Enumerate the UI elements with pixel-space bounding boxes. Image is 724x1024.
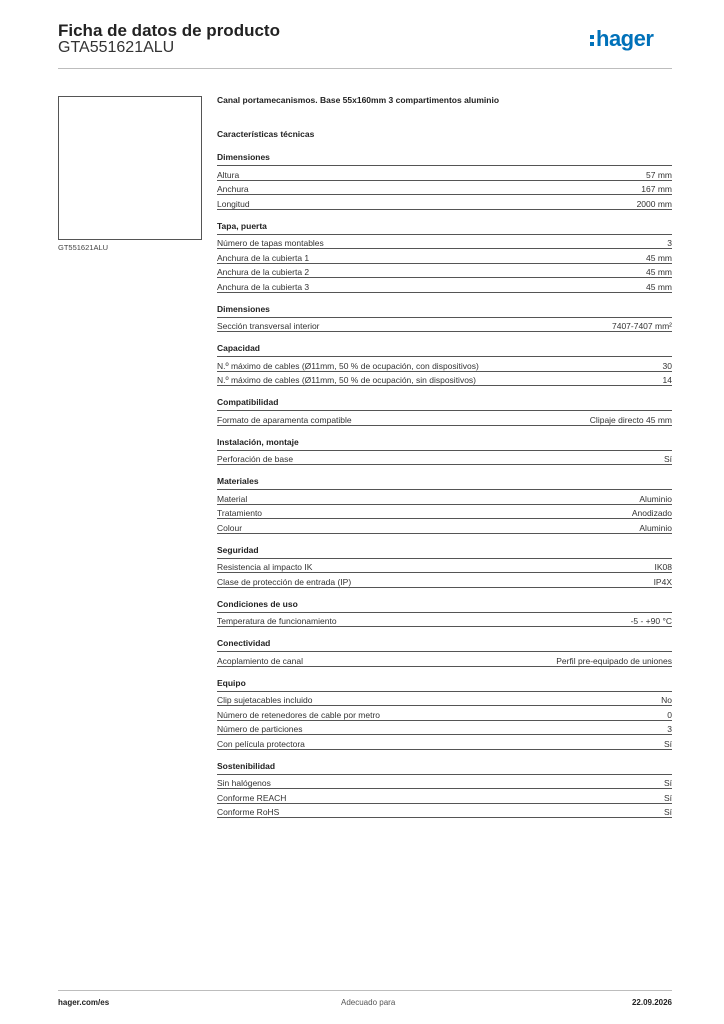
spec-row — [217, 775, 672, 790]
spec-row — [217, 519, 672, 534]
spec-sections — [217, 152, 672, 818]
spec-value: 57 mm — [646, 169, 672, 180]
spec-section — [217, 437, 672, 466]
spec-label: Conforme REACH — [217, 792, 287, 803]
spec-value: Sí — [663, 778, 672, 788]
spec-value: Clipaje directo 45 mm — [589, 414, 672, 425]
spec-value: 45 mm — [646, 281, 672, 292]
spec-content — [217, 95, 672, 818]
spec-section — [217, 678, 672, 750]
spec-section — [217, 152, 672, 210]
section-title: Capacidad — [217, 343, 672, 357]
spec-row — [217, 706, 672, 721]
spec-label: Acoplamiento de canal — [217, 655, 304, 666]
spec-label: N.º máximo de cables (Ø11mm, 50 % de ocupación, sin dispositivos) — [217, 375, 477, 385]
spec-section — [217, 638, 672, 667]
spec-label: Material — [217, 493, 248, 504]
spec-value: Aluminio — [639, 493, 672, 504]
spec-value: IK08 — [654, 562, 672, 572]
image-caption: GT551621ALU — [58, 243, 109, 252]
spec-value: No — [661, 695, 672, 705]
section-title: Materiales — [217, 476, 672, 490]
spec-label: Perforación de base — [217, 454, 294, 464]
spec-row — [217, 490, 672, 505]
spec-section — [217, 397, 672, 426]
spec-section — [217, 545, 672, 588]
section-title: Dimensiones — [217, 152, 672, 166]
spec-value: 45 mm — [646, 267, 672, 277]
page-title: Ficha de datos de producto — [58, 21, 280, 40]
spec-row — [217, 372, 672, 387]
spec-section — [217, 761, 672, 819]
footer-divider — [58, 990, 672, 991]
product-image-placeholder — [58, 96, 202, 240]
spec-row — [217, 804, 672, 819]
spec-row — [217, 451, 672, 466]
spec-label: Clase de protección de entrada (IP) — [217, 576, 352, 587]
hager-logo — [590, 28, 653, 50]
section-title: Condiciones de uso — [217, 599, 672, 613]
spec-value: 14 — [662, 375, 672, 385]
spec-row — [217, 195, 672, 210]
spec-section — [217, 343, 672, 386]
spec-value: 167 mm — [641, 184, 672, 194]
product-reference: GTA551621ALU — [58, 39, 175, 56]
spec-section — [217, 599, 672, 628]
spec-value: 2000 mm — [636, 198, 672, 209]
spec-row — [217, 692, 672, 707]
spec-row — [217, 411, 672, 426]
spec-value: 30 — [662, 360, 672, 371]
section-title: Sostenibilidad — [217, 761, 672, 775]
spec-row — [217, 505, 672, 520]
spec-label: Temperatura de funcionamiento — [217, 616, 337, 626]
spec-value: Sí — [663, 454, 672, 464]
section-title: Compatibilidad — [217, 397, 672, 411]
spec-row — [217, 559, 672, 574]
spec-label: Anchura — [217, 184, 249, 194]
spec-section — [217, 221, 672, 293]
spec-label: Número de retenedores de cable por metro — [217, 709, 381, 720]
section-title: Equipo — [217, 678, 672, 692]
spec-value: 3 — [667, 238, 672, 248]
spec-label: Conforme RoHS — [217, 807, 280, 817]
spec-section — [217, 304, 672, 333]
spec-row — [217, 318, 672, 333]
spec-row — [217, 789, 672, 804]
header-divider — [58, 68, 672, 69]
spec-row — [217, 166, 672, 181]
logo-text: hager — [596, 26, 654, 51]
spec-label: Formato de aparamenta compatible — [217, 414, 352, 425]
spec-row — [217, 613, 672, 628]
spec-row — [217, 264, 672, 279]
spec-label: Número de tapas montables — [217, 238, 324, 248]
section-title: Instalación, montaje — [217, 437, 672, 451]
spec-value: Perfil pre-equipado de uniones — [556, 655, 672, 666]
spec-row — [217, 249, 672, 264]
spec-label: N.º máximo de cables (Ø11mm, 50 % de ocupación, con dispositivos) — [217, 360, 479, 371]
spec-row — [217, 181, 672, 196]
spec-label: Tratamiento — [217, 508, 263, 518]
spec-label: Número de particiones — [217, 724, 303, 734]
spec-row — [217, 357, 672, 372]
spec-value: Sí — [663, 807, 672, 817]
spec-section — [217, 476, 672, 534]
spec-row — [217, 721, 672, 736]
spec-value: 0 — [667, 709, 672, 720]
spec-label: Con película protectora — [217, 738, 305, 749]
footer-date: 22.09.2026 — [631, 998, 672, 1007]
spec-value: Sí — [663, 792, 672, 803]
spec-label: Anchura de la cubierta 3 — [217, 281, 310, 292]
spec-label: Anchura de la cubierta 2 — [217, 267, 310, 277]
section-title: Dimensiones — [217, 304, 672, 318]
spec-row — [217, 652, 672, 667]
spec-value: IP4X — [653, 576, 672, 587]
section-title: Tapa, puerta — [217, 221, 672, 235]
characteristics-title: Características técnicas — [217, 129, 315, 139]
product-description: Canal portamecanismos. Base 55x160mm 3 compartimentos aluminio — [217, 95, 500, 105]
spec-value: Aluminio — [639, 522, 672, 533]
spec-row — [217, 278, 672, 293]
spec-value: 3 — [667, 724, 672, 734]
spec-value: Anodizado — [631, 508, 672, 518]
logo-dots-icon — [590, 35, 594, 46]
spec-row — [217, 573, 672, 588]
spec-label: Altura — [217, 169, 240, 180]
section-title: Seguridad — [217, 545, 672, 559]
footer-center-text: Adecuado para — [341, 998, 396, 1007]
spec-row — [217, 235, 672, 250]
spec-value: 7407-7407 mm² — [611, 321, 672, 331]
spec-row — [217, 735, 672, 750]
spec-label: Sin halógenos — [217, 778, 271, 788]
section-title: Conectividad — [217, 638, 672, 652]
spec-label: Resistencia al impacto IK — [217, 562, 313, 572]
spec-value: -5 - +90 °C — [630, 616, 672, 626]
spec-value: 45 mm — [646, 252, 672, 263]
spec-value: Sí — [663, 738, 672, 749]
spec-label: Anchura de la cubierta 1 — [217, 252, 310, 263]
footer-website[interactable]: hager.com/es — [58, 998, 110, 1007]
spec-label: Longitud — [217, 198, 250, 209]
spec-label: Colour — [217, 522, 243, 533]
spec-label: Clip sujetacables incluido — [217, 695, 313, 705]
spec-label: Sección transversal interior — [217, 321, 320, 331]
